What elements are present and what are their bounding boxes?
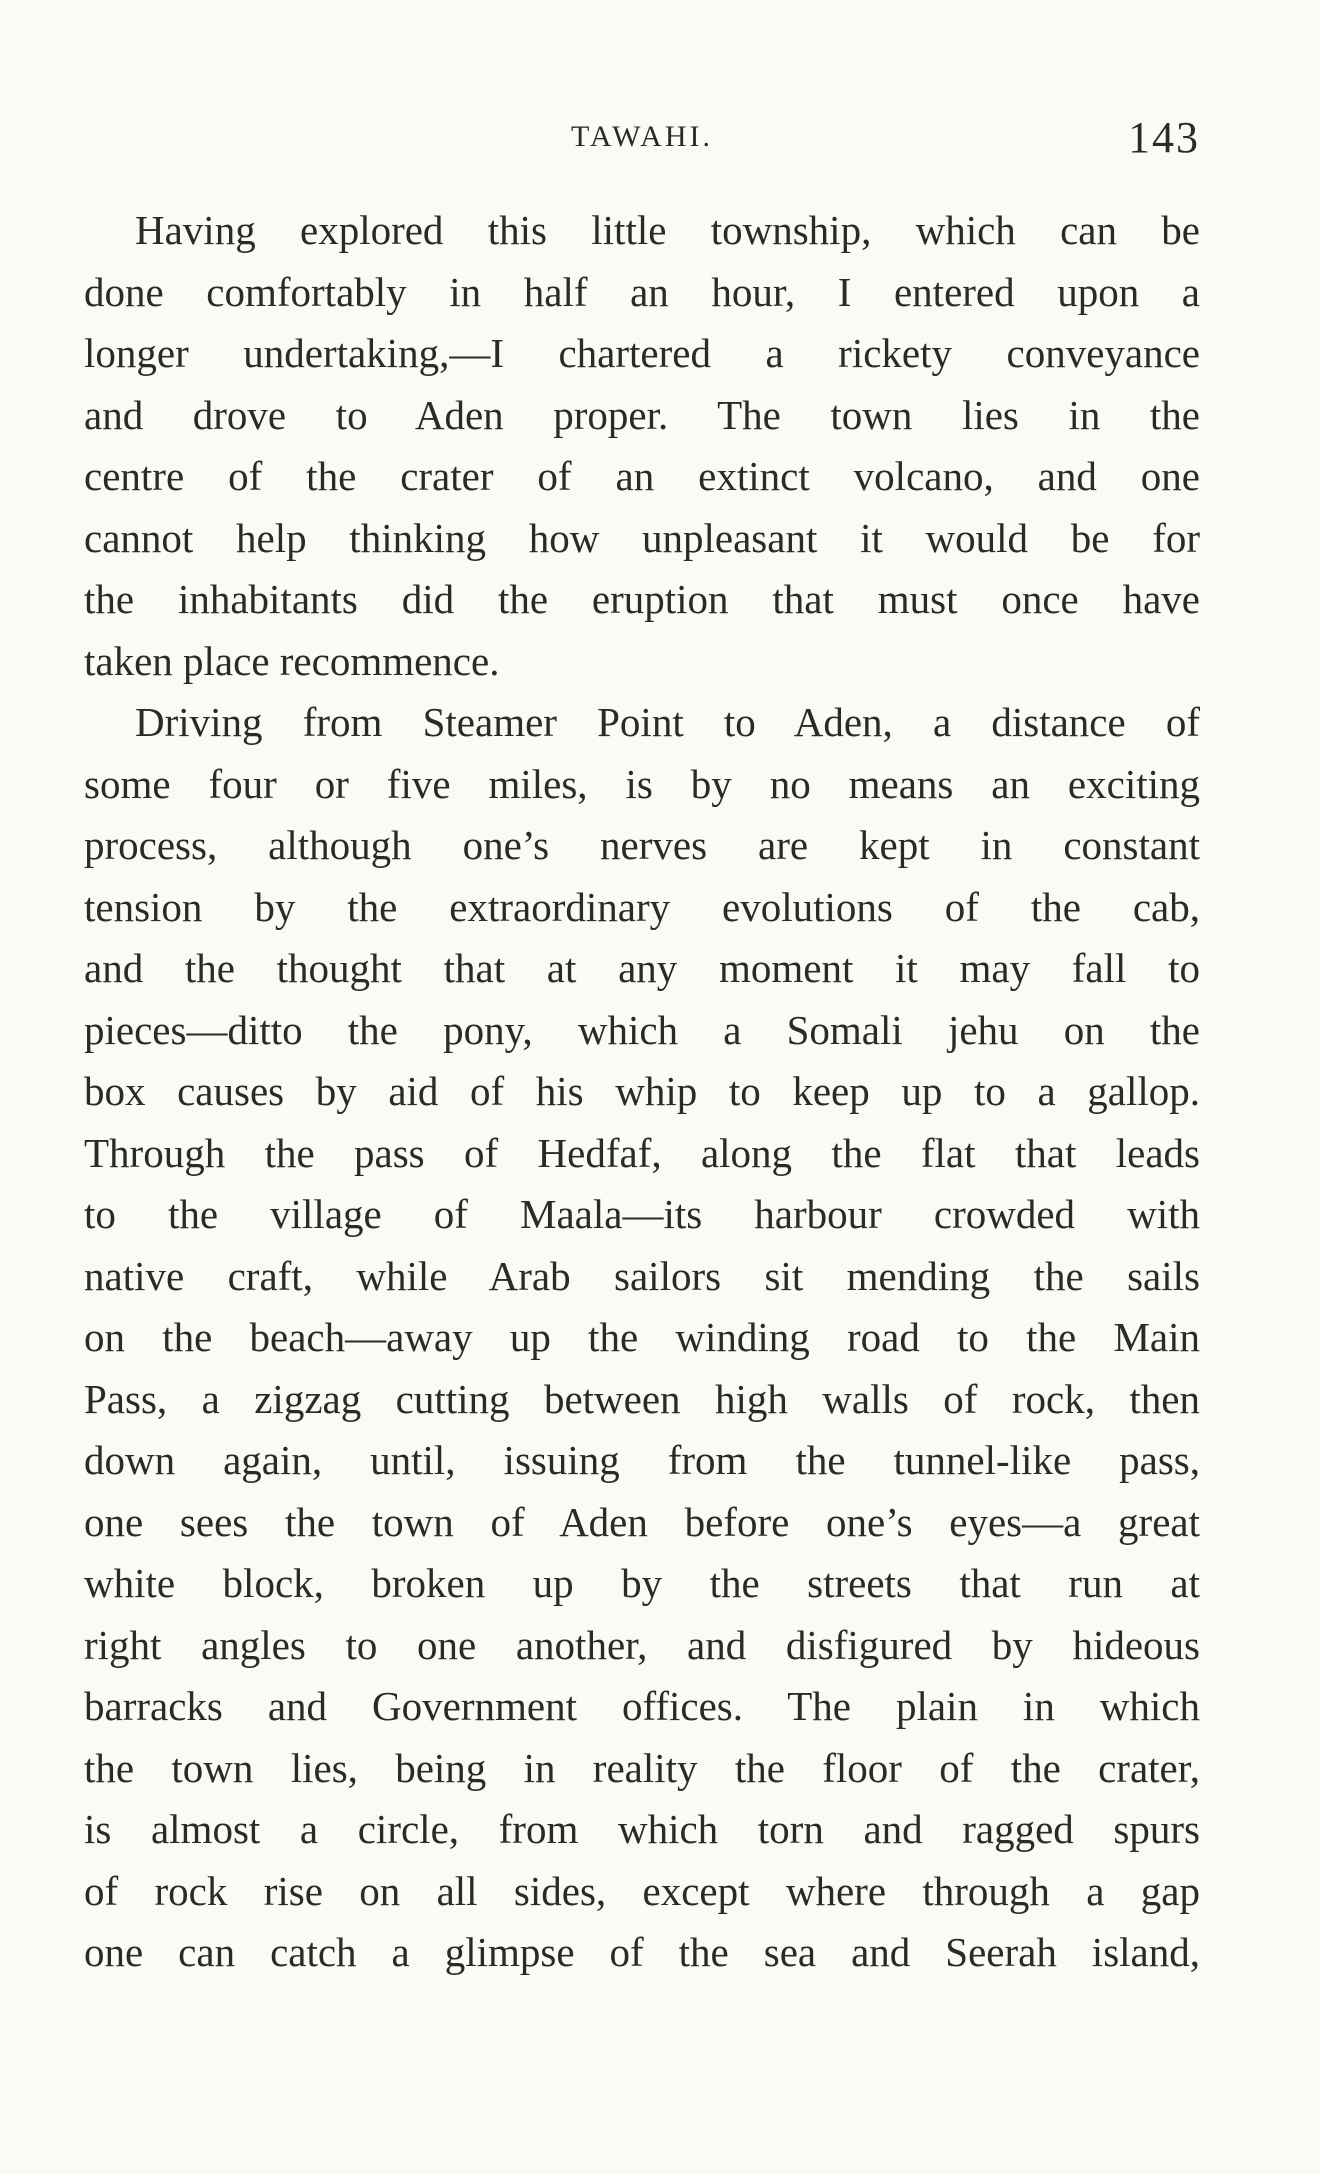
text-line: one sees the town of Aden before one’s eyes—a great <box>84 1498 1200 1545</box>
text-line: box causes by aid of his whip to keep up to a gallop. <box>84 1068 1200 1114</box>
body-text <box>84 200 1200 1984</box>
text-line: barracks and Government offices. The plain in which <box>84 1683 1200 1729</box>
text-line: pieces—ditto the pony, which a Somali jehu on the <box>84 1006 1200 1053</box>
text-line: of rock rise on all sides, except where through a gap <box>84 1867 1200 1914</box>
text-line: Pass, a zigzag cutting between high walls of rock, then <box>84 1375 1200 1422</box>
text-line: is almost a circle, from which torn and ragged spurs <box>84 1806 1200 1852</box>
page-number: 143 <box>1128 113 1200 162</box>
text-line: Driving from Steamer Point to Aden, a distance of <box>135 699 1200 745</box>
text-line: cannot help thinking how unpleasant it would be for <box>84 514 1200 561</box>
text-line: the town lies, being in reality the floor of the crater, <box>84 1744 1200 1791</box>
text-line: done comfortably in half an hour, I entered upon a <box>84 268 1200 315</box>
text-line: on the beach—away up the winding road to the Main <box>84 1314 1200 1360</box>
text-line: longer undertaking,—I chartered a rickety conveyance <box>84 330 1200 376</box>
text-line: right angles to one another, and disfigured by hideous <box>84 1621 1200 1668</box>
text-line: to the village of Maala—its harbour crowded with <box>84 1191 1200 1237</box>
text-line: tension by the extraordinary evolutions of the cab, <box>84 883 1200 930</box>
text-line: process, although one’s nerves are kept in constant <box>84 822 1200 868</box>
text-line: Having explored this little township, which can be <box>135 207 1200 253</box>
text-line: one can catch a glimpse of the sea and Seerah island, <box>84 1929 1200 1975</box>
text-line: taken place recommence. <box>84 637 500 684</box>
text-line: down again, until, issuing from the tunnel-like pass, <box>84 1437 1200 1483</box>
running-title: TAWAHI. <box>571 120 713 153</box>
text-line: native craft, while Arab sailors sit mending the sails <box>84 1252 1200 1299</box>
text-line: white block, broken up by the streets that run at <box>84 1560 1200 1606</box>
text-line: and drove to Aden proper. The town lies in the <box>84 391 1200 438</box>
text-line: Through the pass of Hedfaf, along the flat that leads <box>84 1129 1200 1176</box>
text-line: centre of the crater of an extinct volcano, and one <box>84 453 1200 499</box>
text-line: the inhabitants did the eruption that must once have <box>84 576 1200 622</box>
text-line: and the thought that at any moment it may fall to <box>84 945 1200 991</box>
running-head <box>84 112 1200 172</box>
text-line: some four or five miles, is by no means an exciting <box>84 760 1200 807</box>
